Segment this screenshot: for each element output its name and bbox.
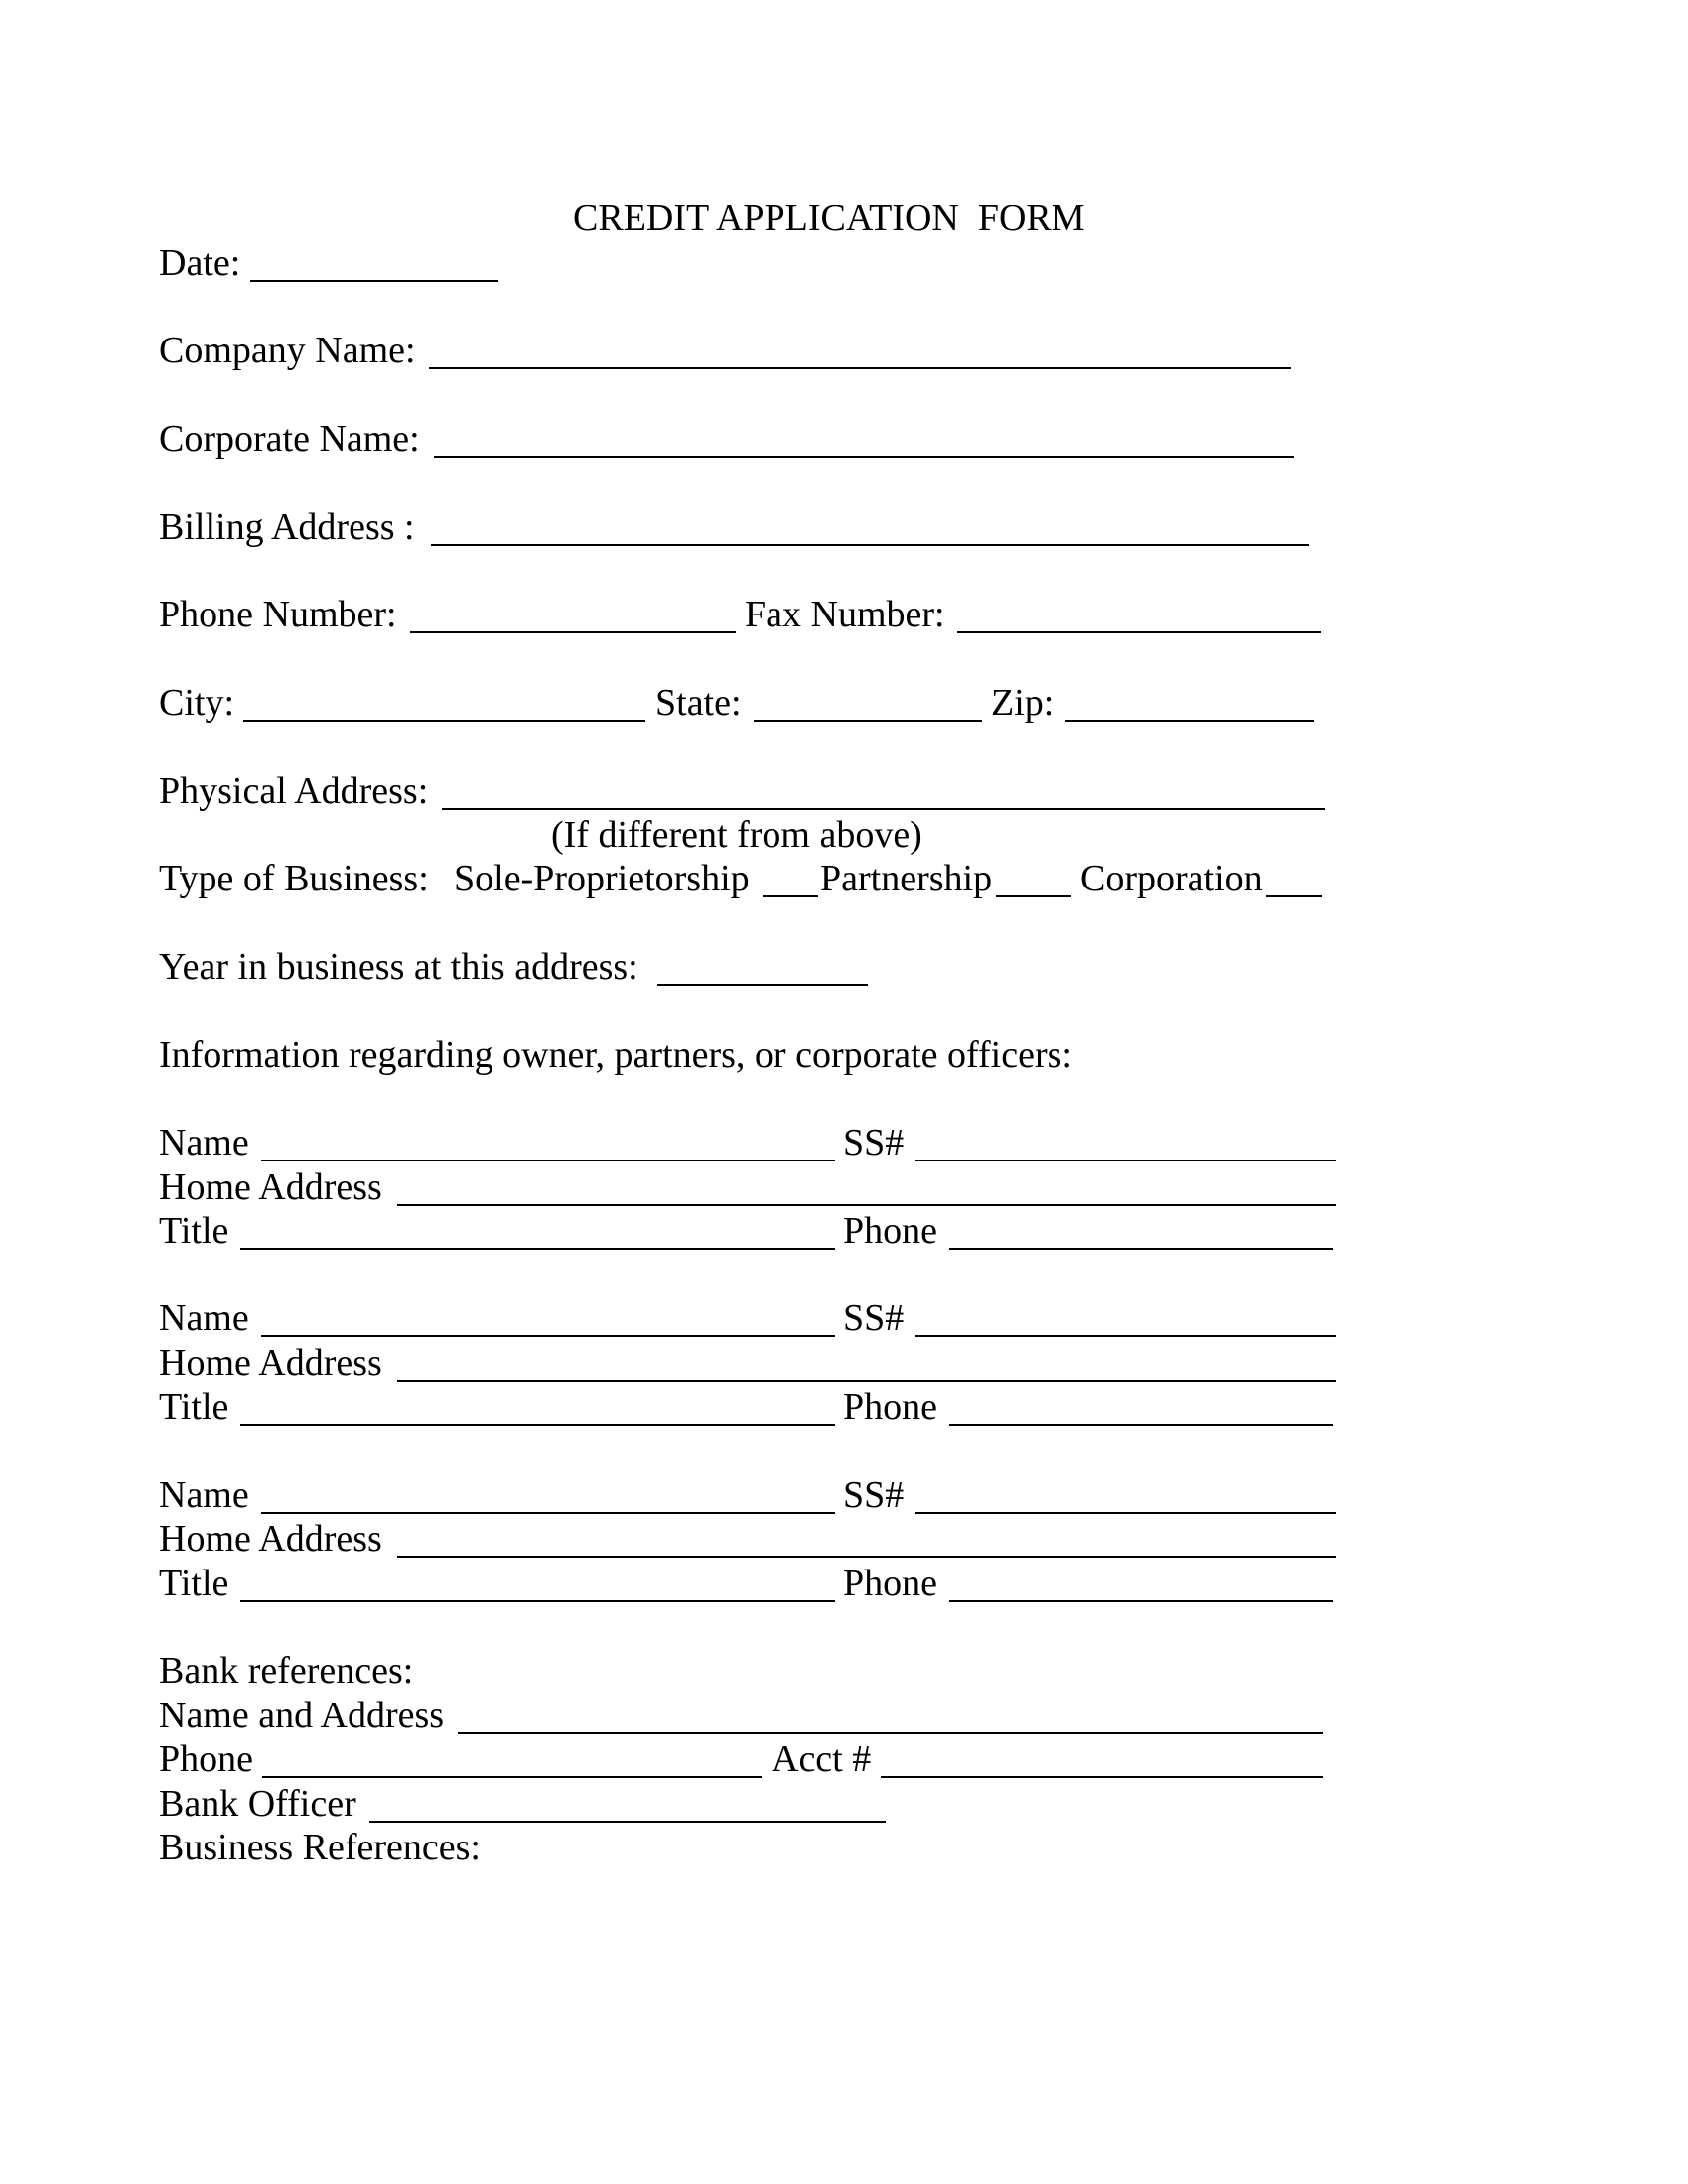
- officer-1-ss-field[interactable]: [915, 1160, 1336, 1161]
- corporation-label: Corporation: [1080, 858, 1263, 899]
- officer-2-ss-field[interactable]: [915, 1335, 1336, 1337]
- fax-number-field[interactable]: [957, 631, 1321, 633]
- officer-2-phone-label: Phone: [843, 1386, 937, 1428]
- bank-acct-field[interactable]: [881, 1776, 1323, 1778]
- billing-address-label: Billing Address :: [159, 506, 415, 548]
- officers-heading: Information regarding owner, partners, or corporate officers:: [159, 1034, 1072, 1076]
- physical-address-label: Physical Address:: [159, 770, 429, 812]
- officer-1-phone-label: Phone: [843, 1210, 937, 1252]
- officer-2-home-address-field[interactable]: [397, 1380, 1336, 1382]
- type-of-business-label: Type of Business:: [159, 858, 429, 899]
- zip-label: Zip:: [991, 682, 1055, 724]
- billing-address-field[interactable]: [431, 544, 1309, 546]
- bank-officer-label: Bank Officer: [159, 1783, 356, 1825]
- sole-proprietorship-field[interactable]: [763, 895, 818, 897]
- officer-1-name-field[interactable]: [261, 1160, 835, 1161]
- partnership-field[interactable]: [996, 895, 1071, 897]
- city-field[interactable]: [243, 720, 645, 722]
- state-label: State:: [655, 682, 742, 724]
- date-field[interactable]: [250, 280, 498, 282]
- bank-name-address-label: Name and Address: [159, 1695, 445, 1736]
- company-name-field[interactable]: [429, 367, 1291, 369]
- officer-1-title-field[interactable]: [240, 1248, 835, 1250]
- officer-1-title-label: Title: [159, 1210, 229, 1252]
- business-references-heading: Business References:: [159, 1827, 481, 1868]
- state-field[interactable]: [754, 720, 982, 722]
- date-label: Date:: [159, 242, 241, 284]
- officer-1-home-address-field[interactable]: [397, 1204, 1336, 1206]
- phone-number-field[interactable]: [410, 631, 736, 633]
- officer-2-name-label: Name: [159, 1297, 249, 1339]
- officer-1-name-label: Name: [159, 1122, 249, 1163]
- officer-3-phone-field[interactable]: [949, 1600, 1333, 1602]
- officer-2-ss-label: SS#: [843, 1297, 905, 1339]
- officer-3-name-label: Name: [159, 1474, 249, 1516]
- bank-phone-label: Phone: [159, 1738, 253, 1780]
- bank-references-heading: Bank references:: [159, 1650, 414, 1692]
- corporation-field[interactable]: [1266, 895, 1322, 897]
- officer-3-title-field[interactable]: [240, 1600, 835, 1602]
- partnership-label: Partnership: [820, 858, 993, 899]
- zip-field[interactable]: [1065, 720, 1314, 722]
- corporate-name-label: Corporate Name:: [159, 418, 420, 460]
- officer-3-ss-label: SS#: [843, 1474, 905, 1516]
- physical-address-note: (If different from above): [551, 814, 922, 856]
- sole-proprietorship-label: Sole-Proprietorship: [454, 858, 750, 899]
- officer-3-home-address-label: Home Address: [159, 1518, 382, 1560]
- officer-2-title-label: Title: [159, 1386, 229, 1428]
- form-title: CREDIT APPLICATION FORM: [573, 198, 1085, 239]
- officer-3-title-label: Title: [159, 1563, 229, 1604]
- physical-address-field[interactable]: [442, 808, 1325, 810]
- bank-officer-field[interactable]: [369, 1821, 886, 1823]
- officer-1-ss-label: SS#: [843, 1122, 905, 1163]
- officer-3-ss-field[interactable]: [915, 1512, 1336, 1514]
- company-name-label: Company Name:: [159, 330, 416, 371]
- officer-1-home-address-label: Home Address: [159, 1166, 382, 1208]
- years-in-business-label: Year in business at this address:: [159, 946, 638, 988]
- officer-3-home-address-field[interactable]: [397, 1556, 1336, 1558]
- bank-name-address-field[interactable]: [458, 1732, 1323, 1734]
- officer-3-phone-label: Phone: [843, 1563, 937, 1604]
- bank-phone-field[interactable]: [262, 1776, 762, 1778]
- years-in-business-field[interactable]: [657, 984, 868, 986]
- city-label: City:: [159, 682, 235, 724]
- corporate-name-field[interactable]: [434, 456, 1294, 458]
- fax-number-label: Fax Number:: [745, 594, 945, 635]
- phone-number-label: Phone Number:: [159, 594, 397, 635]
- officer-2-phone-field[interactable]: [949, 1424, 1333, 1426]
- officer-2-name-field[interactable]: [261, 1335, 835, 1337]
- officer-2-home-address-label: Home Address: [159, 1342, 382, 1384]
- bank-acct-label: Acct #: [772, 1738, 872, 1780]
- officer-3-name-field[interactable]: [261, 1512, 835, 1514]
- officer-1-phone-field[interactable]: [949, 1248, 1333, 1250]
- officer-2-title-field[interactable]: [240, 1424, 835, 1426]
